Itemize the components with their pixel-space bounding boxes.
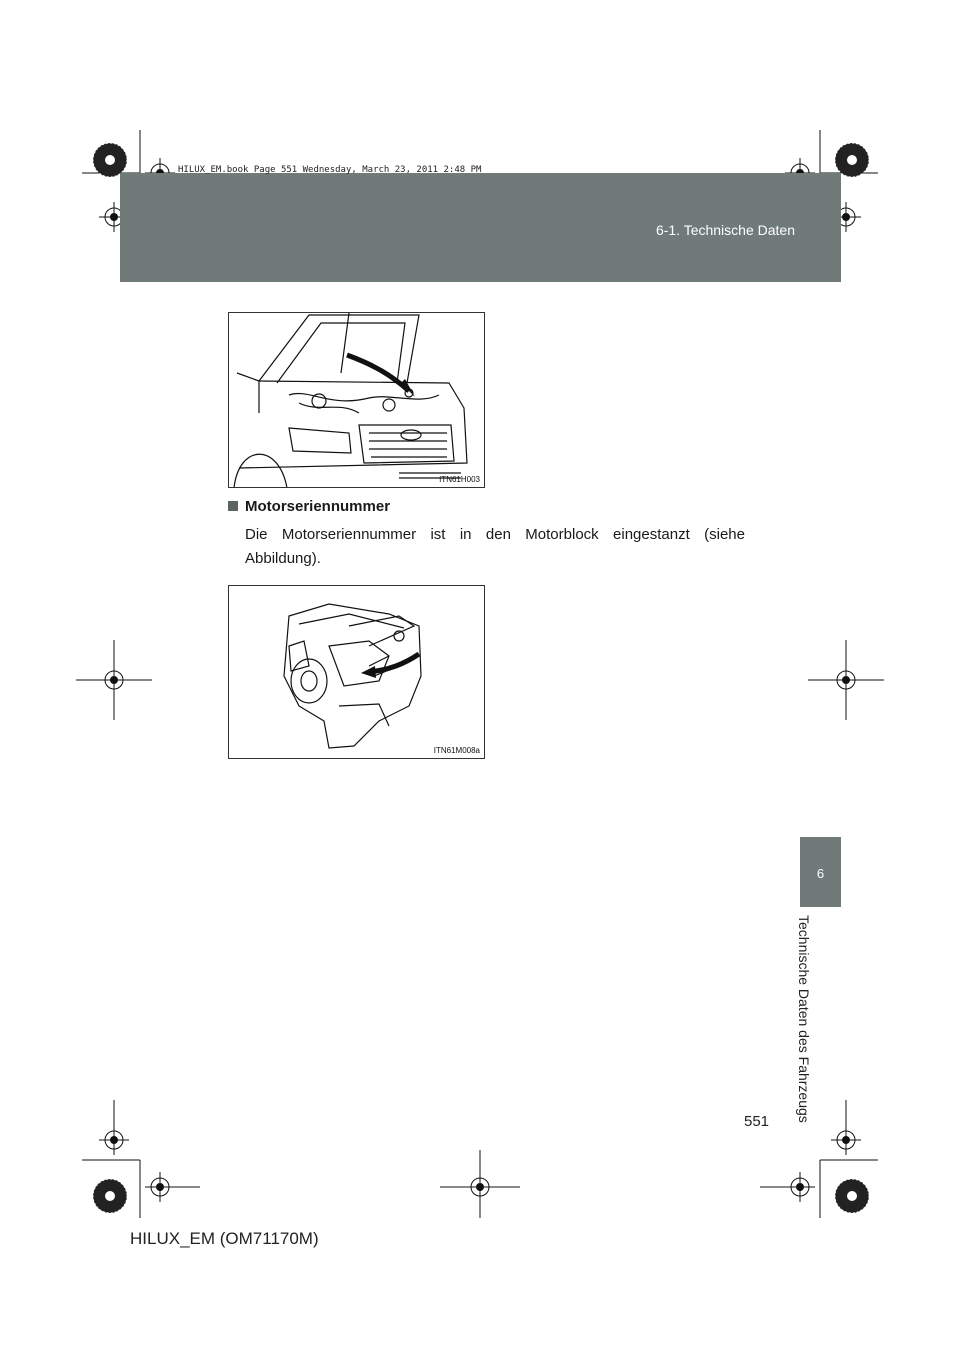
crosshair-target-icon: [760, 1172, 815, 1202]
registration-star-icon: [93, 143, 127, 177]
registration-star-icon: [835, 1179, 869, 1213]
crosshair-target-icon: [831, 1100, 861, 1155]
registration-star-icon: [93, 1179, 127, 1213]
figure-vehicle-hood: [228, 312, 485, 488]
crosshair-target-icon: [76, 640, 152, 720]
section-body: Die Motorseriennummer ist in den Motorblock eingestanzt (siehe Abbildung).: [245, 526, 745, 567]
footer-model-code: HILUX_EM (OM71170M): [130, 1229, 319, 1248]
crosshair-target-icon: [440, 1150, 520, 1218]
chapter-label-text: Technische Daten des Fahrzeugs: [796, 915, 812, 1123]
crosshair-target-icon: [99, 1100, 129, 1155]
page-number: 551: [744, 1113, 770, 1130]
crosshair-target-icon: [145, 1172, 200, 1202]
figure-code: ITN61M008a: [433, 746, 480, 755]
crosshair-target-icon: [808, 640, 884, 720]
engine-illustration: [229, 586, 484, 758]
chapter-label: [796, 915, 828, 1125]
chapter-number: 6: [816, 866, 825, 881]
file-stamp: HILUX_EM.book Page 551 Wednesday, March 23, 2011 2:48 PM: [178, 165, 482, 175]
section-heading-text: Motorseriennummer: [245, 498, 391, 515]
square-bullet-icon: [228, 501, 238, 511]
registration-star-icon: [835, 143, 869, 177]
figure-code: ITN61H003: [439, 475, 480, 484]
section-title: 6-1. Technische Daten: [655, 222, 795, 238]
figure-engine-block: [228, 585, 485, 759]
section-heading: [228, 498, 390, 515]
vehicle-illustration: [229, 313, 484, 487]
